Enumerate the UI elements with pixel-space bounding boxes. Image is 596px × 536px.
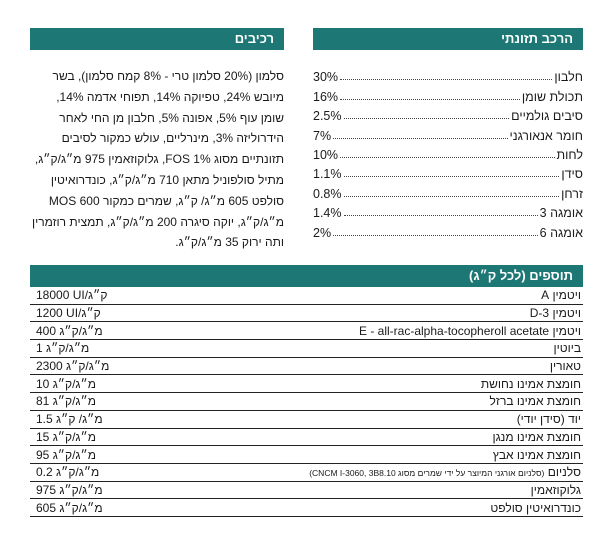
additive-row: [30, 446, 583, 464]
additive-name: חומצת אמינו נחושת: [480, 376, 581, 391]
additive-name: חומצת אמינו ברזל: [489, 394, 581, 409]
nutrition-value: 30%: [313, 70, 339, 85]
nutrition-value: 2.5%: [313, 109, 342, 124]
additive-name: יוד (סידן יודי): [516, 412, 581, 427]
nutrition-value: 7%: [313, 128, 332, 143]
additive-value: 1200 UI/ק״ג: [36, 306, 101, 321]
additive-name: סלניום: [547, 465, 581, 480]
additive-value: 81 מ״ג/ק״ג: [36, 394, 96, 409]
nutrition-name: סידן: [561, 167, 583, 182]
nutrition-row: [313, 162, 583, 181]
additive-row: [30, 482, 583, 500]
additive-name: גלוקוזאמין: [530, 482, 581, 497]
additive-row: [30, 322, 583, 340]
additive-value: 18000 UI/ק״ג: [36, 288, 108, 303]
additive-name-cell: [96, 430, 583, 444]
additive-name-cell: [96, 377, 583, 391]
additive-name: חומצת אמינו אבץ: [492, 447, 581, 462]
nutrition-header: הרכב תזונתי: [313, 28, 583, 50]
additive-row: [30, 429, 583, 447]
ingredients-header: רכיבים: [30, 28, 284, 50]
nutrition-name: אומגה 6: [539, 225, 583, 240]
nutrition-list: [313, 65, 583, 240]
additive-row: [30, 464, 583, 482]
additive-name: ויטמין A: [541, 288, 581, 303]
additive-name-cell: [96, 394, 583, 408]
nutrition-row: [313, 201, 583, 220]
additive-value: 605 מ״ג/ק״ג: [36, 500, 103, 515]
additive-value: 975 מ״ג/ק״ג: [36, 482, 103, 497]
additive-name-cell: [96, 448, 583, 462]
nutrition-value: 2%: [313, 225, 332, 240]
additive-name-cell: [107, 288, 583, 302]
nutrition-name: לחות: [556, 147, 583, 162]
additive-name: ויטמין D-3: [529, 306, 581, 321]
additive-row: [30, 393, 583, 411]
additive-row: [30, 499, 583, 517]
additive-name-cell: [103, 483, 583, 497]
additive-name: חומצת אמינו מנגן: [492, 429, 581, 444]
leader-dots: [340, 157, 554, 158]
additive-name-cell: [103, 412, 583, 426]
nutrition-name: זרחן: [561, 186, 583, 201]
additives-header: תוספים (לכל ק״ג): [30, 265, 583, 287]
additives-table: [30, 287, 583, 517]
leader-dots: [340, 99, 520, 100]
nutrition-value: 10%: [313, 147, 339, 162]
nutrition-name: תכולת שומן: [521, 89, 583, 104]
nutrition-value: 16%: [313, 89, 339, 104]
additive-name: ויטמין E - all-rac-alpha-tocopheroll acetate: [359, 323, 581, 338]
additive-value: 1 מ״ג/ק״ג: [36, 341, 90, 356]
additive-name-cell: [99, 465, 583, 479]
leader-dots: [333, 235, 538, 236]
additive-name: טאורין: [549, 359, 581, 374]
additive-row: [30, 305, 583, 323]
nutrition-name: אומגה 3: [539, 206, 583, 221]
leader-dots: [340, 79, 552, 80]
additive-value: 2300 מ״ג/ק״ג: [36, 359, 110, 374]
additive-value: 0.2 מ״ג/ק״ג: [36, 465, 100, 480]
additive-name-cell: [101, 306, 583, 320]
additive-name-cell: [89, 341, 583, 355]
additive-row: [30, 358, 583, 376]
nutrition-value: 1.1%: [313, 167, 342, 182]
nutrition-name: סיבים גולמיים: [511, 109, 583, 124]
additive-value: 1.5 מ״ג/ ק״ג: [36, 412, 103, 427]
nutrition-name: חלבון: [554, 70, 583, 85]
additive-name: ביוטין: [553, 341, 581, 356]
additive-note: (סלניום אורגני המיוצר על ידי שמרים מסוג CNCM I-3060, 3B8.10): [309, 468, 545, 479]
leader-dots: [344, 176, 560, 177]
leader-dots: [344, 215, 538, 216]
leader-dots: [344, 118, 510, 119]
nutrition-row: [313, 143, 583, 162]
nutrition-row: [313, 84, 583, 103]
nutrition-row: [313, 123, 583, 142]
additive-value: 400 מ״ג/ק״ג: [36, 323, 103, 338]
additive-value: 95 מ״ג/ק״ג: [36, 447, 96, 462]
leader-dots: [333, 138, 507, 139]
ingredients-text: סלמון (20% סלמון טרי - 8% קמח סלמון), בשר מיובש 24%, טפיוקה 14%, תפוחי אדמה 14%, שומן עוף 5%, אפונה 5%, חלבון מן החי לאחר הידרוליזה 3%, מינרליים, עולש כמקור לסיבים תזונתיים מסוג FOS 1%, גלוקוזאמין 975 מ״ג/ק״ג, מתיל סולפוניל מתאן 710 מ״ג/ק״ג, כונדרואיטין סולפט 605 מ״ג/ ק״ג, שמרים כמקור MOS 600 מ״ג/ק״ג, יוקה סיגרה 200 מ״ג/ק״ג, תמצית רוזמרין ותה ירוק 35 מ״ג/ק״ג.: [32, 69, 284, 250]
additive-row: [30, 340, 583, 358]
additive-name-cell: [103, 324, 583, 338]
additive-value: 15 מ״ג/ק״ג: [36, 429, 96, 444]
nutrition-row: [313, 181, 583, 200]
leader-dots: [344, 196, 560, 197]
additive-row: [30, 375, 583, 393]
nutrition-row: [313, 65, 583, 84]
additive-name: כונדרואיטין סולפט: [490, 500, 581, 515]
additive-name-cell: [103, 501, 583, 515]
additive-row: [30, 287, 583, 305]
nutrition-value: 0.8%: [313, 186, 342, 201]
additive-row: [30, 411, 583, 429]
additive-value: 10 מ״ג/ק״ג: [36, 376, 96, 391]
nutrition-row: [313, 220, 583, 239]
additive-name-cell: [109, 359, 583, 373]
nutrition-value: 1.4%: [313, 206, 342, 221]
nutrition-row: [313, 104, 583, 123]
nutrition-name: חומר אנאורגני: [509, 128, 583, 143]
